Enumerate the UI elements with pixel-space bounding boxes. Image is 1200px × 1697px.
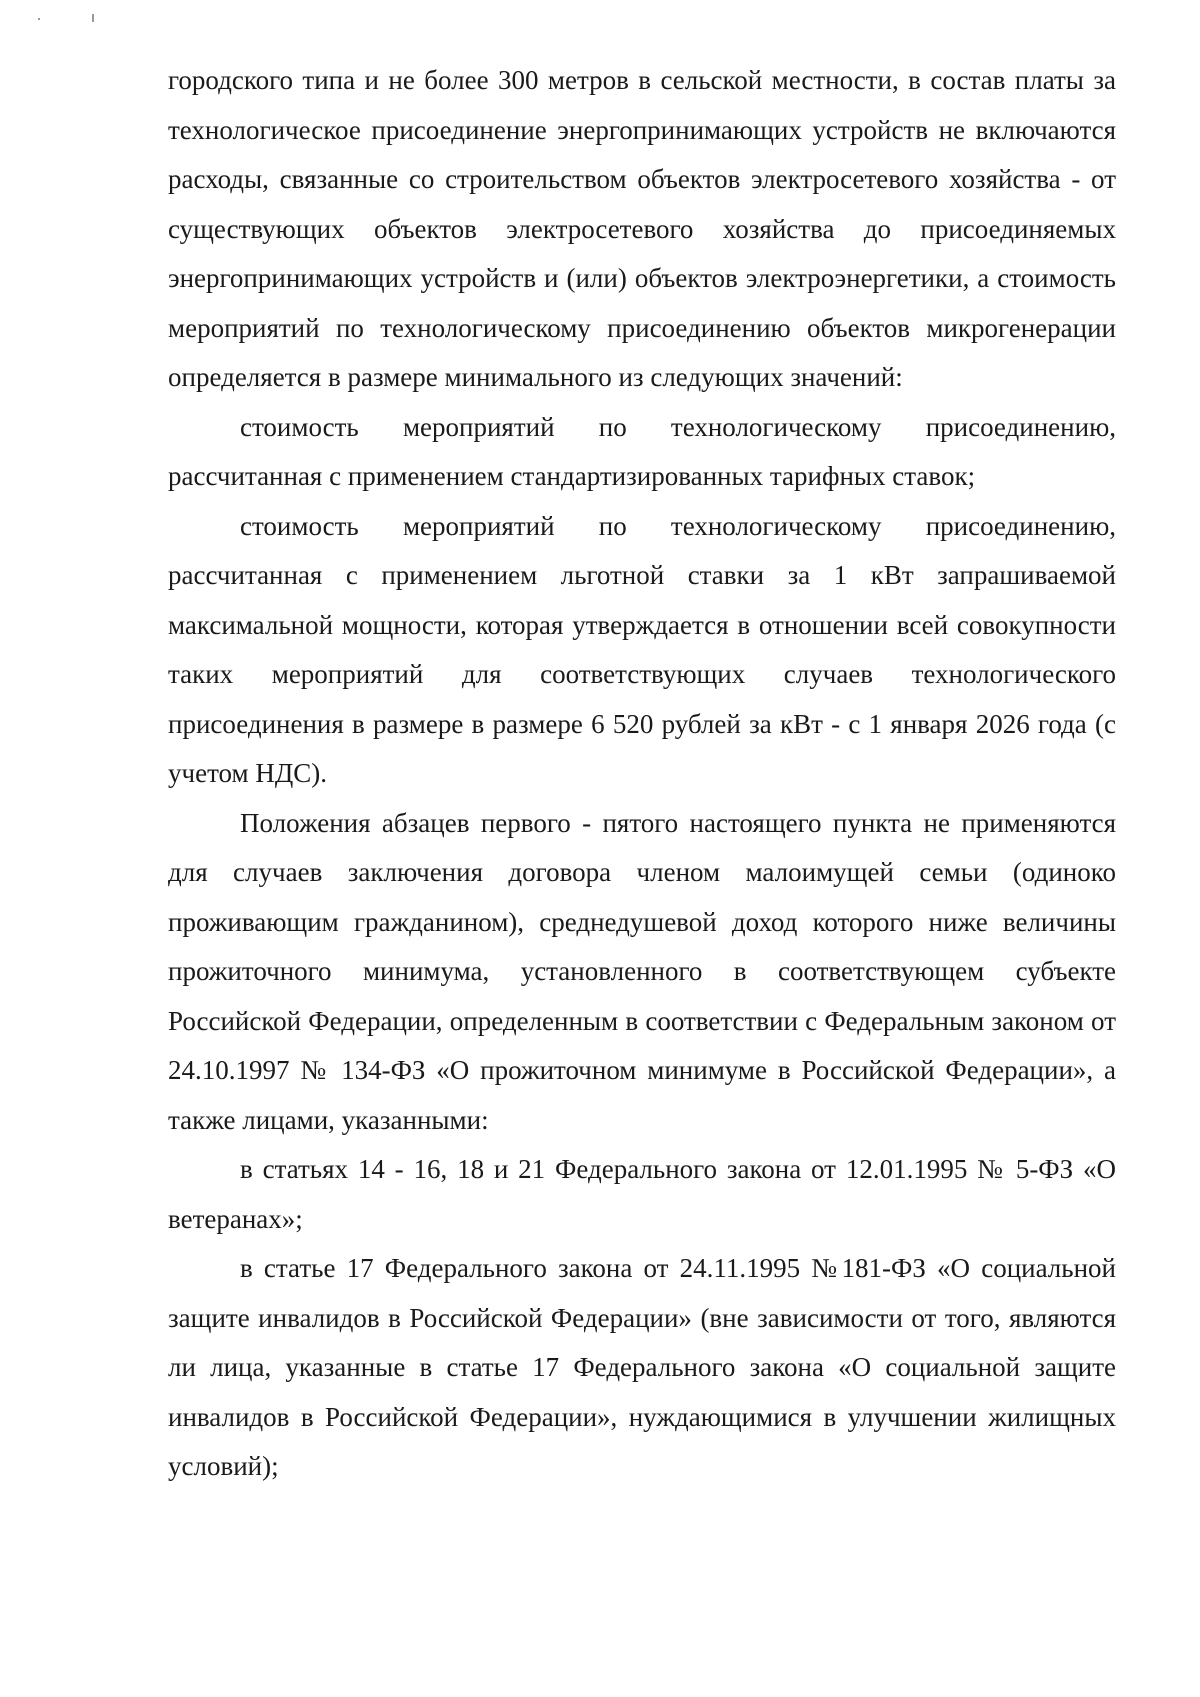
document-body xyxy=(168,56,1116,1492)
scan-artifact-dot xyxy=(38,18,40,20)
paragraph-veterans-law: в статьях 14 - 16, 18 и 21 Федерального закона от 12.01.1995 № 5-ФЗ «О ветеранах»; xyxy=(168,1154,1116,1234)
paragraph-standard-rates: стоимость мероприятий по технологическому присоединению, рассчитанная с применением стандартизированных тарифных ставок; xyxy=(168,411,1116,491)
paragraph-disabled-persons-law: в статье 17 Федерального закона от 24.11.1995 №181-ФЗ «О социальной защите инвалидов в Российской Федерации» (вне зависимости от того, являются ли лица, указанные в статье 17 Федерального закона «О социальной защите инвалидов в Российской Федерации», нуждающимися в улучшении жилищных условий); xyxy=(168,1253,1116,1481)
paragraph-continuation: городского типа и не более 300 метров в сельской местности, в состав платы за технологическое присоединение энергопринимающих устройств не включаются расходы, связанные со строительством объектов электросетевого хозяйства - от существующих объектов электросетевого хозяйства до присоединяемых энергопринимающих устройств и (или) объектов электроэнергетики, а стоимость мероприятий по технологическому присоединению объектов микрогенерации определяется в размере минимального из следующих значений: xyxy=(168,65,1116,392)
scan-artifact-tick xyxy=(92,14,94,22)
paragraph-preferential-rate: стоимость мероприятий по технологическому присоединению, рассчитанная с применением льготной ставки за 1 кВт запрашиваемой максимальной мощности, которая утверждается в отношении всей совокупности таких мероприятий для соответствующих случаев технологического присоединения в размере в размере 6 520 рублей за кВт - с 1 января 2026 года (с учетом НДС). xyxy=(168,510,1116,788)
paragraph-exceptions: Положения абзацев первого - пятого настоящего пункта не применяются для случаев заключения договора членом малоимущей семьи (одиноко проживающим гражданином), среднедушевой доход которого ниже величины прожиточного минимума, установленного в соответствующем субъекте Российской Федерации, определенным в соответствии с Федеральным законом от 24.10.1997 № 134-ФЗ «О прожиточном минимуме в Российской Федерации», а также лицами, указанными: xyxy=(168,807,1116,1135)
